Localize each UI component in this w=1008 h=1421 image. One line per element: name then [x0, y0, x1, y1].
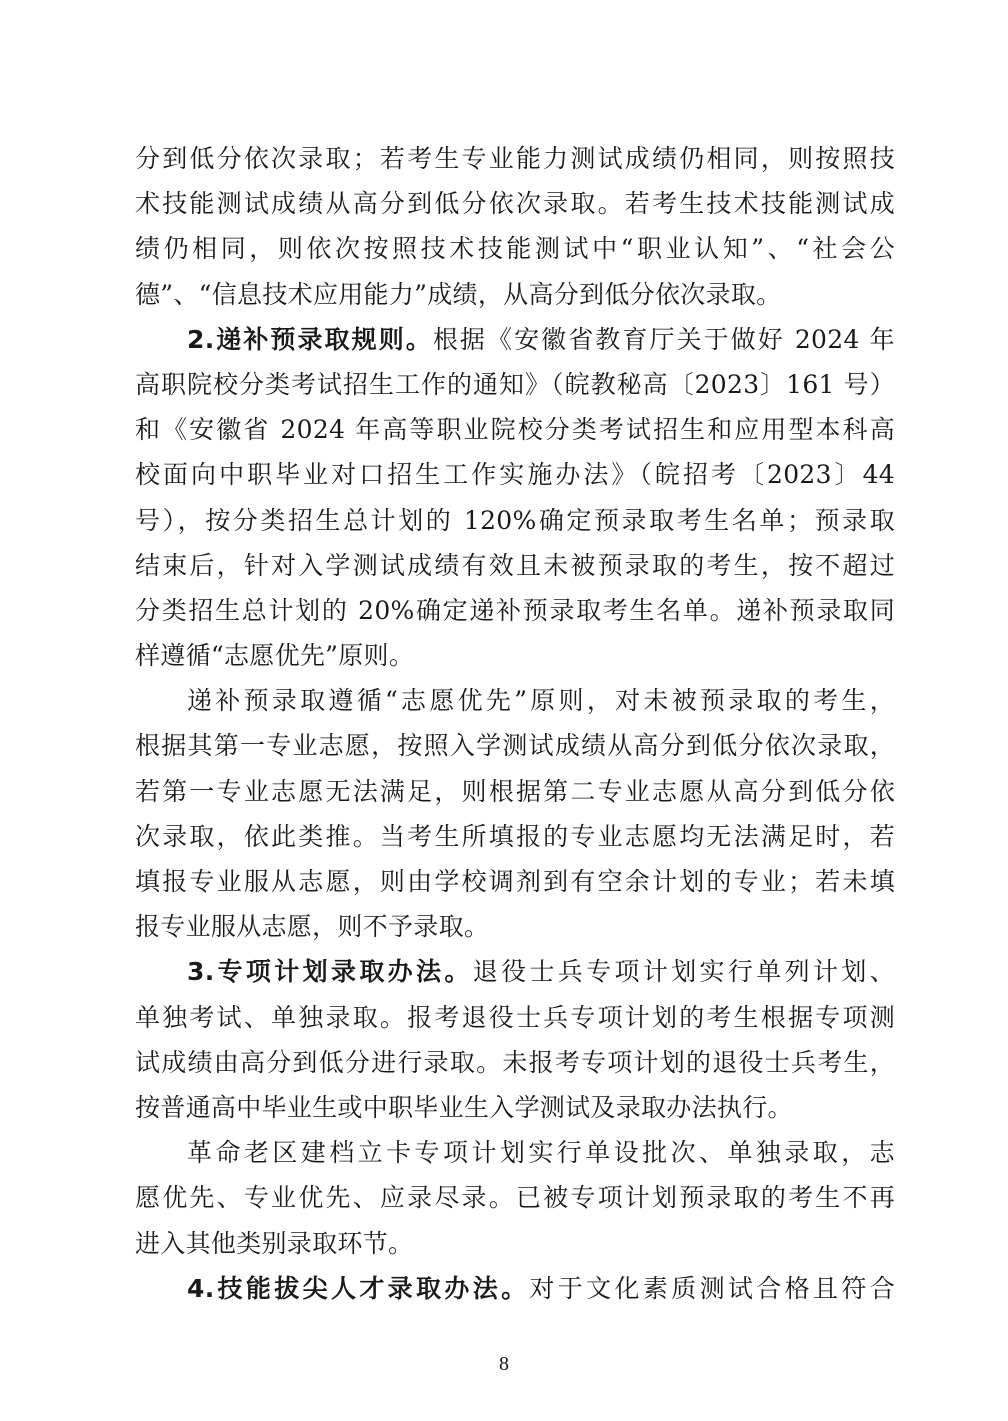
text-line: 进入其他类别录取环节。 [135, 1228, 414, 1258]
text-line: 革命老区建档立卡专项计划实行单设批次、单独录取，志 [187, 1138, 895, 1168]
body-text [135, 136, 895, 1311]
text-line: 绩仍相同，则依次按照技术技能测试中“职业认知”、“社会公 [135, 234, 895, 264]
text-line: 填报专业服从志愿，则由学校调剂到有空余计划的专业；若未填 [135, 867, 895, 896]
text-line: 校面向中职毕业对口招生工作实施办法》（皖招考〔2023〕44 [135, 460, 895, 490]
text-line: 分到低分依次录取；若考生专业能力测试成绩仍相同，则按照技 [135, 144, 895, 173]
text-line: 高职院校分类考试招生工作的通知》（皖教秘高〔2023〕161 号） [135, 369, 895, 399]
text-line: 术技能测试成绩从高分到低分依次录取。若考生技术技能测试成 [135, 189, 895, 219]
section-heading: 3.专项计划录取办法。 [187, 957, 473, 987]
section-text: 根据《安徽省教育厅关于做好 2024 年 [432, 324, 895, 354]
text-line [135, 317, 895, 362]
text-line [135, 1266, 895, 1311]
text-line: 单独考试、单独录取。报考退役士兵专项计划的考生根据专项测 [135, 1002, 895, 1032]
section-heading: 4.技能拔尖人才录取办法。 [187, 1273, 530, 1303]
text-line: 结束后，针对入学测试成绩有效且未被预录取的考生，按不超过 [135, 550, 895, 580]
text-line: 德”、“信息技术应用能力”成绩，从高分到低分依次录取。 [135, 279, 782, 309]
text-line: 根据其第一专业志愿，按照入学测试成绩从高分到低分依次录取， [135, 731, 895, 761]
section-text: 对于文化素质测试合格且符合 [529, 1273, 895, 1303]
page-number: 8 [499, 1353, 509, 1375]
text-line: 递补预录取遵循“志愿优先”原则，对未被预录取的考生， [187, 686, 895, 716]
text-line: 按普通高中毕业生或中职毕业生入学测试及录取办法执行。 [135, 1092, 793, 1122]
text-line: 次录取，依此类推。当考生所填报的专业志愿均无法满足时，若 [135, 821, 895, 851]
text-line: 试成绩由高分到低分进行录取。未报考专项计划的退役士兵考生， [135, 1047, 895, 1077]
text-line: 愿优先、专业优先、应录尽录。已被专项计划预录取的考生不再 [135, 1183, 895, 1213]
section-heading: 2.递补预录取规则。 [187, 324, 433, 354]
section-text: 退役士兵专项计划实行单列计划、 [472, 957, 895, 987]
text-line [135, 949, 895, 994]
text-line: 分类招生总计划的 20%确定递补预录取考生名单。递补预录取同 [135, 595, 895, 625]
text-line: 报专业服从志愿，则不予录取。 [135, 912, 490, 942]
text-line: 号），按分类招生总计划的 120%确定预录取考生名单；预录取 [135, 505, 895, 535]
text-line: 若第一专业志愿无法满足，则根据第二专业志愿从高分到低分依 [135, 776, 895, 806]
text-line: 和《安徽省 2024 年高等职业院校分类考试招生和应用型本科高 [135, 415, 895, 445]
text-line: 样遵循“志愿优先”原则。 [135, 641, 415, 671]
